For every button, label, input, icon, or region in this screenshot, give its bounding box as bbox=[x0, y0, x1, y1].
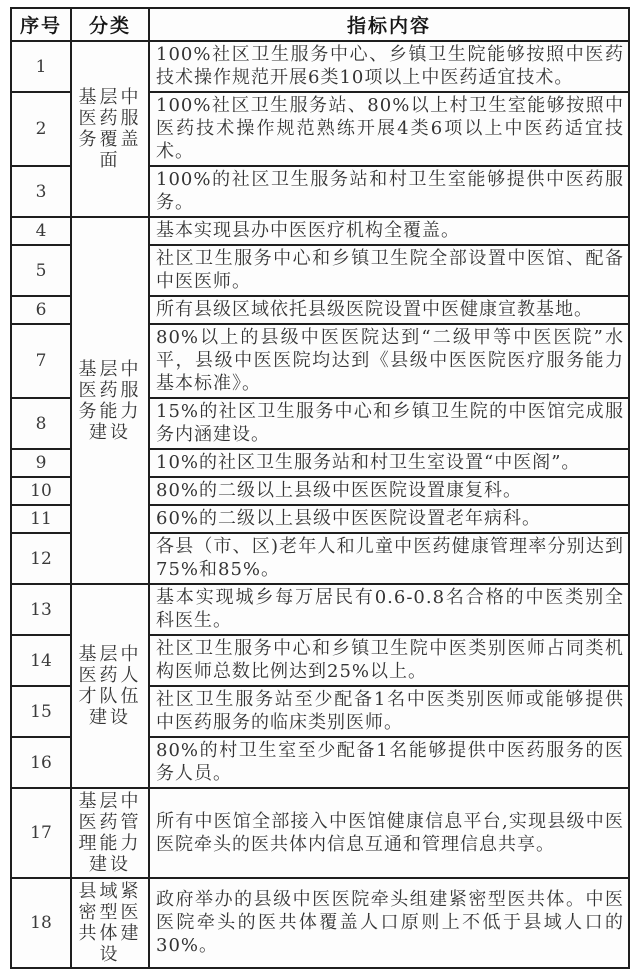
indicator-content-cell: 各县（市、区)老年人和儿童中医药健康管理率分别达到75%和85%。 bbox=[149, 533, 629, 584]
row-number-cell: 15 bbox=[11, 686, 71, 737]
indicator-content-cell: 所有县级区域依托县级医院设置中医健康宣教基地。 bbox=[149, 296, 629, 324]
column-header-content: 指标内容 bbox=[149, 8, 629, 41]
indicator-content-cell: 80%以上的县级中医医院达到“二级甲等中医医院”水平，县级中医医院均达到《县级中医医院医疗服务能力基本标准》。 bbox=[149, 324, 629, 398]
header-row bbox=[11, 8, 629, 41]
table-row bbox=[11, 788, 629, 878]
column-header-category: 分类 bbox=[71, 8, 149, 41]
indicator-content-cell: 15%的社区卫生服务中心和乡镇卫生院的中医馆完成服务内涵建设。 bbox=[149, 398, 629, 449]
indicator-content-cell: 基本实现县办中医医疗机构全覆盖。 bbox=[149, 217, 629, 245]
row-number-cell: 10 bbox=[11, 477, 71, 505]
indicator-content-cell: 所有中医馆全部接入中医馆健康信息平台,实现县级中医医院牵头的医共体内信息互通和管理信息共享。 bbox=[149, 788, 629, 878]
category-cell-service-capacity: 基层中医药服务能力建设 bbox=[71, 217, 149, 584]
indicator-content-cell: 60%的二级以上县级中医医院设置老年病科。 bbox=[149, 505, 629, 533]
category-cell-talent-team: 基层中医药人才队伍建设 bbox=[71, 584, 149, 788]
table-row bbox=[11, 217, 629, 245]
row-number-cell: 5 bbox=[11, 245, 71, 296]
row-number-cell: 14 bbox=[11, 635, 71, 686]
indicator-content-cell: 政府举办的县级中医医院牵头组建紧密型医共体。中医医院牵头的医共体覆盖人口原则上不低于县域人口的30%。 bbox=[149, 878, 629, 968]
row-number-cell: 9 bbox=[11, 449, 71, 477]
row-number-cell: 12 bbox=[11, 533, 71, 584]
table-row bbox=[11, 41, 629, 92]
row-number-cell: 11 bbox=[11, 505, 71, 533]
row-number-cell: 1 bbox=[11, 41, 71, 92]
table-row bbox=[11, 584, 629, 635]
indicator-content-cell: 80%的二级以上县级中医医院设置康复科。 bbox=[149, 477, 629, 505]
row-number-cell: 17 bbox=[11, 788, 71, 878]
indicator-content-cell: 社区卫生服务中心和乡镇卫生院中医类别医师占同类机构医师总数比例达到25%以上。 bbox=[149, 635, 629, 686]
row-number-cell: 13 bbox=[11, 584, 71, 635]
category-cell-management-capacity: 基层中医药管理能力建设 bbox=[71, 788, 149, 878]
indicator-content-cell: 社区卫生服务站至少配备1名中医类别医师或能够提供中医药服务的临床类别医师。 bbox=[149, 686, 629, 737]
indicator-content-cell: 基本实现城乡每万居民有0.6-0.8名合格的中医类别全科医生。 bbox=[149, 584, 629, 635]
indicator-content-cell: 80%的村卫生室至少配备1名能够提供中医药服务的医务人员。 bbox=[149, 737, 629, 788]
indicator-content-cell: 10%的社区卫生服务站和村卫生室设置“中医阁”。 bbox=[149, 449, 629, 477]
table-row bbox=[11, 878, 629, 968]
indicator-content-cell: 社区卫生服务中心和乡镇卫生院全部设置中医馆、配备中医医师。 bbox=[149, 245, 629, 296]
row-number-cell: 7 bbox=[11, 324, 71, 398]
row-number-cell: 2 bbox=[11, 92, 71, 166]
row-number-cell: 4 bbox=[11, 217, 71, 245]
row-number-cell: 6 bbox=[11, 296, 71, 324]
category-cell-county-medical-consortium: 县域紧密型医共体建设 bbox=[71, 878, 149, 968]
row-number-cell: 18 bbox=[11, 878, 71, 968]
indicator-content-cell: 100%社区卫生服务站、80%以上村卫生室能够按照中医药技术操作规范熟练开展4类6项以上中医药适宜技术。 bbox=[149, 92, 629, 166]
column-header-number: 序号 bbox=[11, 8, 71, 41]
indicator-table bbox=[10, 7, 630, 969]
row-number-cell: 3 bbox=[11, 166, 71, 217]
row-number-cell: 16 bbox=[11, 737, 71, 788]
row-number-cell: 8 bbox=[11, 398, 71, 449]
category-cell-service-coverage: 基层中医药服务覆盖面 bbox=[71, 41, 149, 217]
indicator-content-cell: 100%的社区卫生服务站和村卫生室能够提供中医药服务。 bbox=[149, 166, 629, 217]
indicator-content-cell: 100%社区卫生服务中心、乡镇卫生院能够按照中医药技术操作规范开展6类10项以上中医药适宜技术。 bbox=[149, 41, 629, 92]
